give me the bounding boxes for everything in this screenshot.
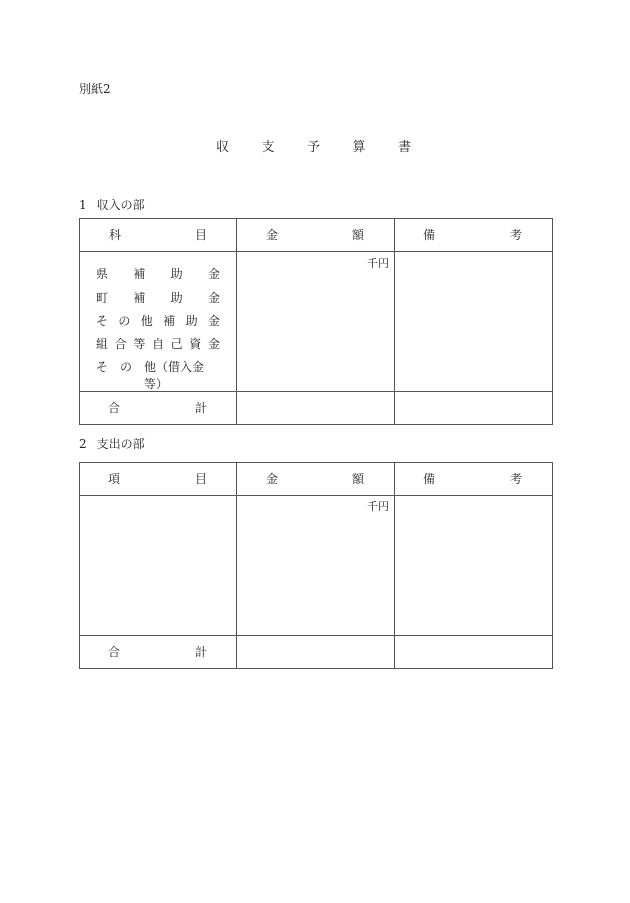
income-total-label: 合 計 bbox=[108, 401, 207, 415]
income-item-town-subsidy: 町 補 助 金 bbox=[96, 291, 220, 305]
section-title: 支出の部 bbox=[96, 437, 145, 451]
table-rule bbox=[79, 495, 553, 496]
expense-total-label: 合 計 bbox=[108, 645, 207, 659]
header-remarks: 備 考 bbox=[423, 228, 522, 242]
income-section-heading bbox=[79, 196, 145, 213]
header-remarks: 備 考 bbox=[423, 472, 522, 486]
section-number: 1 bbox=[79, 198, 87, 212]
title-char: 書 bbox=[397, 140, 411, 155]
table-rule bbox=[79, 218, 553, 219]
table-rule bbox=[79, 218, 80, 425]
income-item-own-funds: 組 合 等 自 己 資 金 bbox=[96, 337, 220, 351]
table-rule bbox=[79, 462, 80, 669]
income-item-prefectural-subsidy: 県 補 助 金 bbox=[96, 267, 220, 281]
income-item-other-subsidy: そ の 他 補 助 金 bbox=[96, 314, 220, 328]
amount-unit: 千円 bbox=[367, 257, 389, 270]
title-char: 収 bbox=[216, 140, 230, 155]
table-rule bbox=[552, 218, 553, 425]
title-char: 支 bbox=[261, 140, 275, 155]
table-rule bbox=[79, 424, 553, 425]
appendix-label: 別紙2 bbox=[79, 82, 111, 96]
table-rule bbox=[394, 218, 395, 425]
table-rule bbox=[79, 635, 553, 636]
header-amount: 金 額 bbox=[266, 472, 364, 486]
header-item: 項 目 bbox=[108, 472, 207, 486]
income-item-other-borrowing: そ の 他（借入金等） bbox=[96, 360, 205, 391]
table-rule bbox=[236, 218, 237, 425]
title-char: 算 bbox=[352, 140, 366, 155]
table-rule bbox=[79, 251, 553, 252]
amount-unit: 千円 bbox=[367, 500, 389, 513]
document-title bbox=[216, 136, 411, 155]
section-number: 2 bbox=[79, 437, 87, 451]
table-rule bbox=[552, 462, 553, 669]
title-char: 予 bbox=[306, 140, 320, 155]
table-rule bbox=[79, 668, 553, 669]
header-amount: 金 額 bbox=[266, 228, 364, 242]
expense-section-heading bbox=[79, 435, 145, 452]
header-subject: 科 目 bbox=[109, 228, 207, 242]
table-rule bbox=[236, 462, 237, 669]
table-rule bbox=[394, 462, 395, 669]
table-rule bbox=[79, 462, 553, 463]
section-title: 収入の部 bbox=[96, 198, 145, 212]
